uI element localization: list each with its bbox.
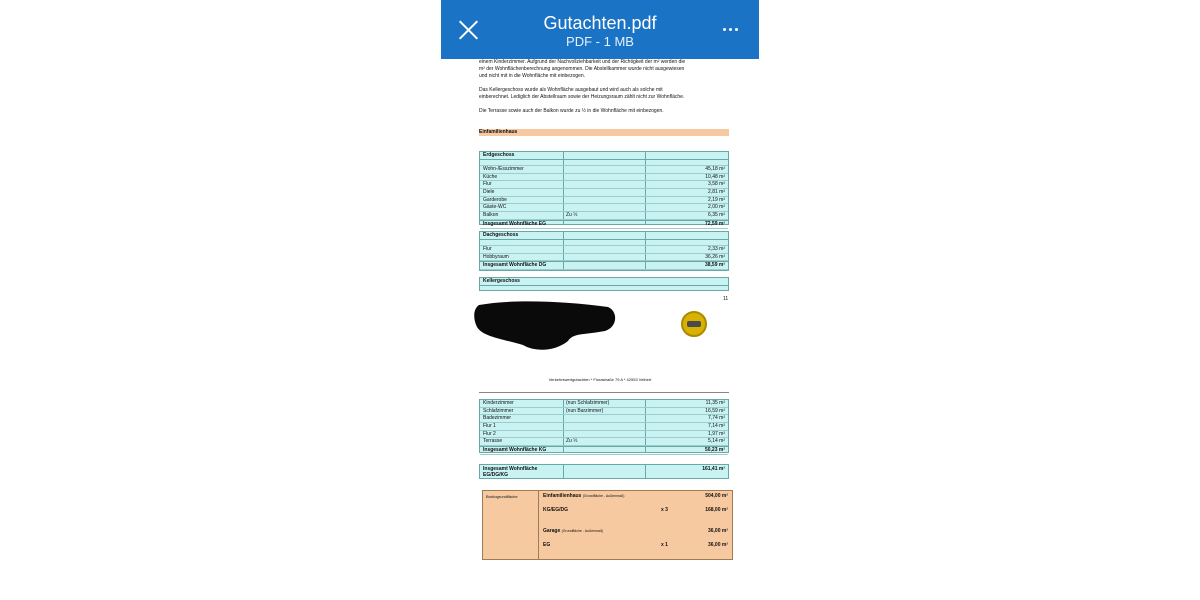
page-number: 11: [723, 296, 729, 302]
brutto-garage-levels: EG: [543, 542, 551, 548]
grand-total-value: 161,41 m²: [702, 466, 725, 472]
keller-paragraph: [479, 87, 731, 101]
table-kellergeschoss-head: [479, 277, 729, 291]
text-line: Das Kellergeschoss wurde als Wohnfläche ausgebaut und wird auch als solche mit: [479, 87, 663, 93]
brutto-garage-factor: x 1: [661, 542, 668, 548]
table-row: Balkon Zu ½ 6,35 m²: [480, 212, 728, 220]
table-row: Badezimmer 7,74 m²: [480, 415, 728, 423]
certification-seal: [681, 311, 707, 337]
table-total-row: Insgesamt Wohnfläche KG 50,23 m²: [480, 446, 728, 455]
table-row: Hobbyraum 36,26 m²: [480, 254, 728, 262]
pdf-page-content[interactable]: [441, 59, 759, 600]
table-erdgeschoss: [479, 151, 729, 225]
table-row: Küche 10,48 m²: [480, 174, 728, 182]
brutto-house-levels: KG/EG/DG: [543, 507, 569, 513]
grand-total-label: Insgesamt Wohnfläche EG/DG/KG: [483, 466, 538, 478]
bruttogrundflaeche-box: [482, 490, 733, 560]
text-line: m² der Wohnflächenberechnung angenommen. Die Abstellkammer wurde nicht ausgewiesen: [479, 66, 685, 72]
intro-paragraph: [479, 59, 731, 80]
page-divider: [479, 392, 729, 393]
brutto-side-label: Bruttogrundfläche: [483, 491, 539, 559]
page-footer-address: Verkehrswertgutachten * Florastraße 79 A * 42553 Velbert: [548, 377, 652, 382]
table-row: Diele 2,81 m²: [480, 189, 728, 197]
table-row: Flur 2,33 m²: [480, 246, 728, 254]
brutto-garage-label: Garage (Grundfläche - Außenmaß): [543, 528, 604, 534]
table-row: Gäste-WC 2,00 m²: [480, 204, 728, 212]
file-meta: PDF - 1 MB: [566, 34, 634, 49]
redaction-scribble: [473, 297, 618, 353]
text-line: und nicht mit in die Wohnfläche mit einbezogen.: [479, 73, 586, 79]
table-row: Kinderzimmer (nun Schlafzimmer) 11,35 m²: [480, 400, 728, 408]
table-total-row: Insgesamt Wohnfläche EG 72,59 m²: [480, 220, 728, 229]
file-title: Gutachten.pdf: [543, 13, 657, 33]
brutto-house-factor: x 3: [661, 507, 668, 513]
terrasse-paragraph: Die Terrasse sowie auch der Balkon wurde zu ½ in die Wohnfläche mit einbezogen.: [479, 108, 664, 114]
text-line: einem Kinderzimmer. Aufgrund der Nachvollziehbarkeit und der Richtigkeit der m² werden die: [479, 59, 686, 65]
viewer-toolbar: [441, 0, 759, 59]
table-row: Schlafzimmer (nun Barzimmer) 16,59 m²: [480, 408, 728, 416]
brutto-garage-value: 36,00 m²: [707, 528, 728, 534]
table-row: Garderobe 2,19 m²: [480, 197, 728, 205]
text-line: einberechnet. Lediglich der Abstellraum sowie der Heizungsraum zählt nicht zur Wohnfläche.: [479, 94, 685, 100]
table-row: Flur 3,58 m²: [480, 181, 728, 189]
section-title: Einfamilienhaus: [479, 129, 729, 136]
table-dachgeschoss: [479, 231, 729, 271]
brutto-garage-level-value: 36,00 m²: [707, 542, 728, 548]
table-row: Flur 1 7,14 m²: [480, 423, 728, 431]
table-row: Wohn-/Esszimmer 45,18 m²: [480, 166, 728, 174]
more-options-icon[interactable]: [723, 28, 739, 32]
pdf-viewer[interactable]: [441, 0, 759, 600]
table-title: Kellergeschoss: [480, 278, 728, 286]
table-kellergeschoss: [479, 399, 729, 453]
table-title: Erdgeschoss: [480, 152, 728, 160]
brutto-house-value: 504,00 m²: [705, 493, 728, 499]
table-row: Flur 2 1,97 m²: [480, 431, 728, 439]
brutto-house-level-value: 168,00 m²: [705, 507, 728, 513]
table-grand-total: [479, 464, 729, 479]
table-row: Terrasse Zu ½ 5,14 m²: [480, 438, 728, 446]
table-title: Dachgeschoss: [480, 232, 728, 240]
table-total-row: Insgesamt Wohnfläche DG 38,59 m²: [480, 261, 728, 270]
brutto-house-label: Einfamilienhaus (Grundfläche - Außenmaß): [543, 493, 625, 499]
